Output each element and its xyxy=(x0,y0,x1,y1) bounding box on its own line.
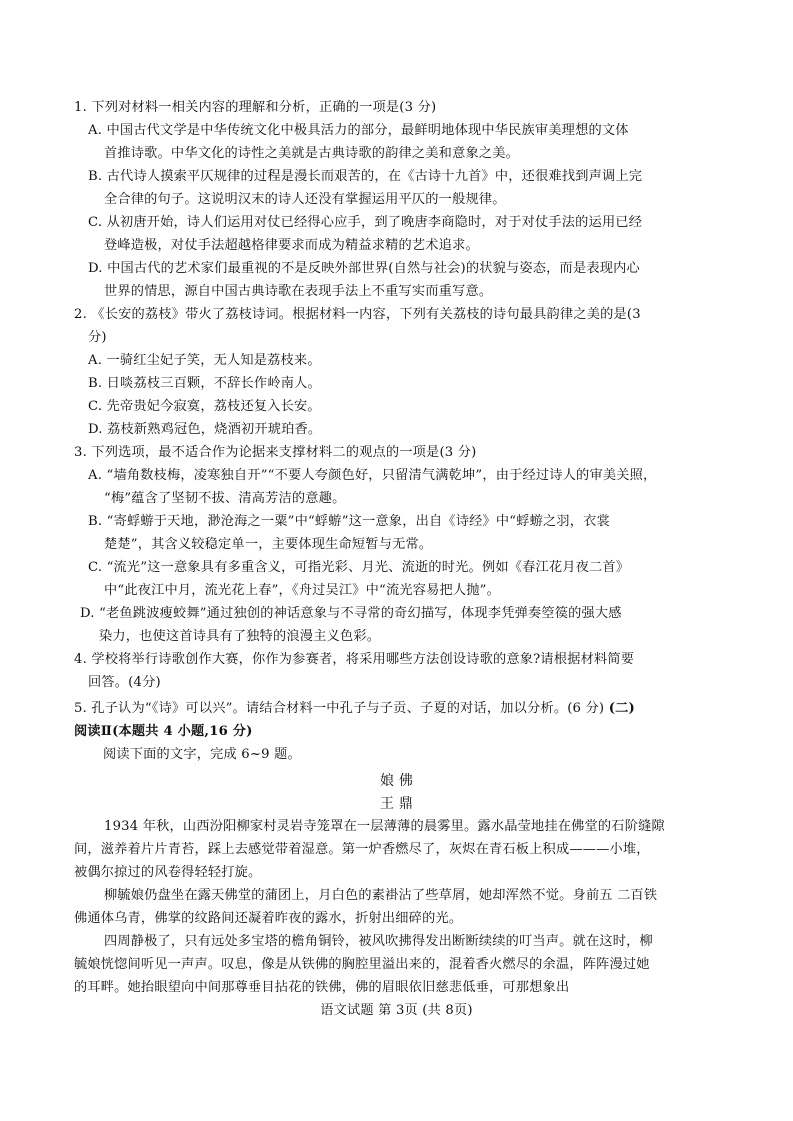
q2-stem-cont: 分) xyxy=(88,330,107,345)
paragraph-1-line-2: 间，滋养着片片青苔，踩上去感觉带着湿意。第一炉香燃尽了，灰烬在青石板上积成———小堆， xyxy=(74,842,650,857)
q5-text: 5. 孔子认为“《诗》可以兴”。请结合材料一中孔子与子贡、子夏的对话，加以分析。(6 分) xyxy=(74,701,605,716)
q3-option-b: B. “寄蜉蝣于天地，渺沧海之一粟”中“蜉蝣”这一意象，出自《诗经》中“蜉蝣之羽，衣裳 xyxy=(88,514,610,529)
paragraph-3-line-1: 四周静极了，只有远处多宝塔的檐角铜铃，被风吹拂得发出断断续续的叮当声。就在这时，柳 xyxy=(104,934,653,949)
q1-option-c: C. 从初唐开始，诗人们运用对仗已经得心应手，到了晚唐李商隐时，对于对仗手法的运用已经 xyxy=(88,215,643,230)
q3-option-a-cont: “梅”蕴含了坚韧不拔、清高芳洁的意趣。 xyxy=(104,491,346,506)
paragraph-2-line-1: 柳毓娘仍盘坐在露天佛堂的蒲团上，月白色的素褂沾了些草屑，她却浑然不觉。身前五 二百铁 xyxy=(104,888,658,903)
section-two-marker: (二) xyxy=(608,701,635,716)
paragraph-2-line-2: 佛通体乌青，佛掌的纹路间还凝着昨夜的露水，折射出细碎的光。 xyxy=(74,911,463,926)
q2-option-d: D. 荔枝新熟鸡冠色，烧酒初开琥珀香。 xyxy=(88,422,322,437)
q2-option-c: C. 先帝贵妃今寂寞，荔枝还复入长安。 xyxy=(88,399,321,414)
q1-option-c-cont: 登峰造极，对仗手法超越格律要求而成为精益求精的艺术追求。 xyxy=(104,238,479,253)
q5-stem xyxy=(74,700,635,718)
story-title: 娘 佛 xyxy=(379,773,414,789)
reading-heading: 阅读Ⅱ(本题共 4 小题,16 分) xyxy=(74,724,253,739)
paragraph-1-line-3: 被偶尔掠过的风卷得轻轻打旋。 xyxy=(74,865,262,880)
q3-option-b-cont: 楚楚”，其含义较稳定单一，主要体现生命短暂与无常。 xyxy=(104,537,433,552)
q2-stem: 2. 《长安的荔枝》带火了荔枝诗词。根据材料一内容，下列有关荔枝的诗句最具韵律之美的是(3 xyxy=(74,307,641,322)
page-footer: 语文试题 第 3页 (共 8页) xyxy=(320,1003,473,1018)
q1-option-a-cont: 首推诗歌。中华文化的诗性之美就是古典诗歌的韵律之美和意象之美。 xyxy=(104,146,520,161)
q3-option-c-cont: 中“此夜江中月，流光花上春”，《舟过吴江》中“流光容易把人抛”。 xyxy=(104,583,501,598)
paragraph-3-line-3: 的耳畔。她抬眼望向中间那尊垂目拈花的铁佛，佛的眉眼依旧慈悲低垂，可那想象出 xyxy=(74,980,570,995)
q3-stem: 3. 下列选项，最不适合作为论据来支撑材料二的观点的一项是(3 分) xyxy=(74,445,477,460)
q4-stem-cont: 回答。(4分) xyxy=(88,675,161,690)
q2-option-a: A. 一骑红尘妃子笑，无人知是荔枝来。 xyxy=(88,353,321,368)
q1-option-a: A. 中国古代文学是中华传统文化中极具活力的部分，最鲜明地体现中华民族审美理想的文体 xyxy=(88,123,629,138)
q1-option-b-cont: 全合律的句子。这说明汉末的诗人还没有掌握运用平仄的一般规律。 xyxy=(104,192,506,207)
story-author: 王 鼎 xyxy=(379,796,414,812)
q3-option-c: C. “流光”这一意象具有多重含义，可指光彩、月光、流逝的时光。例如《春江花月夜二首》 xyxy=(88,560,630,575)
reading-instruction: 阅读下面的文字，完成 6~9 题。 xyxy=(103,747,301,762)
q1-stem: 1. 下列对材料一相关内容的理解和分析，正确的一项是(3 分) xyxy=(74,100,437,115)
q3-option-d-cont: 染力，也使这首诗具有了独特的浪漫主义色彩。 xyxy=(99,629,381,644)
paragraph-3-line-2: 毓娘恍惚间听见一声声。叹息，像是从铁佛的胸腔里溢出来的，混着香火燃尽的余温，阵阵漫过她 xyxy=(74,957,650,972)
q1-option-d-cont: 世界的情思，源自中国古典诗歌在表现手法上不重写实而重写意。 xyxy=(104,284,493,299)
q2-option-b: B. 日啖荔枝三百颗，不辞长作岭南人。 xyxy=(88,376,321,391)
q3-option-d: D. “老鱼跳波瘦蛟舞”通过独创的神话意象与不寻常的奇幻描写，体现李凭弹奏箜篌的强大感 xyxy=(80,606,622,621)
q4-stem: 4. 学校将举行诗歌创作大赛，你作为参赛者，将采用哪些方法创设诗歌的意象?请根据材料简要 xyxy=(74,652,635,667)
paragraph-1-line-1: 1934 年秋，山西汾阳柳家村灵岩寺笼罩在一层薄薄的晨雾里。露水晶莹地挂在佛堂的石阶缝隙 xyxy=(104,819,665,834)
q1-option-d: D. 中国古代的艺术家们最重视的不是反映外部世界(自然与社会)的状貌与姿态，而是表现内心 xyxy=(88,261,640,276)
q3-option-a: A. “墙角数枝梅，凌寒独自开”“不要人夸颜色好，只留清气满乾坤”，由于经过诗人的审美关照， xyxy=(88,468,657,483)
q1-option-b: B. 古代诗人摸索平仄规律的过程是漫长而艰苦的，在《古诗十九首》中，还很难找到声调上完 xyxy=(88,169,643,184)
